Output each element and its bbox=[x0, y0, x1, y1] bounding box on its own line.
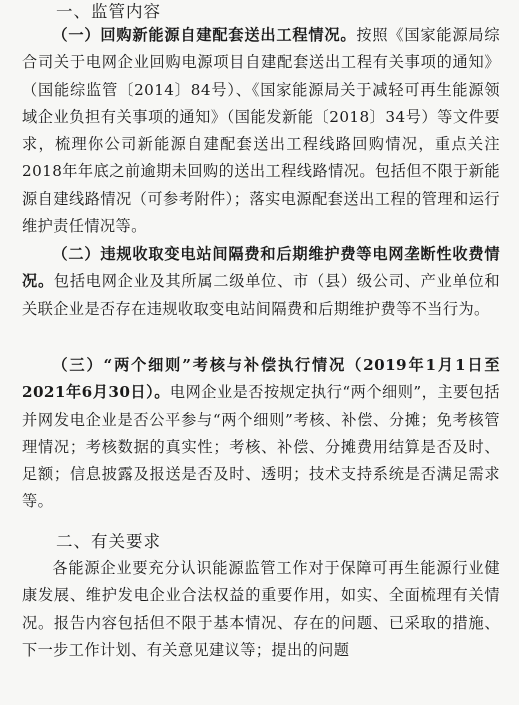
paragraph-requirements: 各能源企业要充分认识能源监管工作对于保障可再生能源行业健康发展、维护发电企业合法权益的重要作用，如实、全面梳理有关情况。报告内容包括但不限于基本情况、存在的问题、已采取的措施、下一步工作计划、有关意见建议等；提出的问题 bbox=[22, 559, 500, 659]
item-2-body: 包括电网企业及其所属二级单位、市（县）级公司、产业单位和关联企业是否存在违规收取变电站间隔费和后期维护费等不当行为。 bbox=[22, 272, 500, 318]
item-3-body: 电网企业是否按规定执行“两个细则”，主要包括并网发电企业是否公平参与“两个细则”考核、补偿、分摊；免考核管理情况；考核数据的真实性；考核、补偿、分摊费用结算是否及时、足额；信息披露及报送是否及时、透明；技术支持系统是否满足需求等。 bbox=[22, 383, 500, 511]
item-2-title: （二）违规收取变电站间隔费和后期维护费等电网垄断性收费情况。 bbox=[22, 245, 500, 291]
section-heading-supervision-content: 一、监管内容 bbox=[56, 2, 161, 21]
section-heading-requirements: 二、有关要求 bbox=[56, 532, 161, 551]
item-1-body: 按照《国家能源局综合司关于电网企业回购电源项目自建配套送出工程有关事项的通知》（国能综监管〔2014〕84号）、《国家能源局关于减轻可再生能源领域企业负担有关事项的通知》（国能发新能〔2018〕34号）等文件要求，梳理你公司新能源自建配套送出工程线路回购情况，重点关注2018年年底之前逾期未回购的送出工程线路情况。包括但不限于新能源自建线路情况（可参考附件）；落实电源配套送出工程的管理和运行维护责任情况等。 bbox=[22, 26, 500, 236]
paragraph-item-1 bbox=[22, 22, 500, 240]
item-1-title: （一）回购新能源自建配套送出工程情况。 bbox=[52, 26, 357, 44]
paragraph-item-3 bbox=[22, 352, 500, 516]
paragraph-item-2 bbox=[22, 241, 500, 323]
bottom-margin bbox=[0, 675, 519, 705]
item-3-title: （三）“两个细则”考核与补偿执行情况（2019年1月1日至2021年6月30日）。 bbox=[22, 356, 500, 402]
